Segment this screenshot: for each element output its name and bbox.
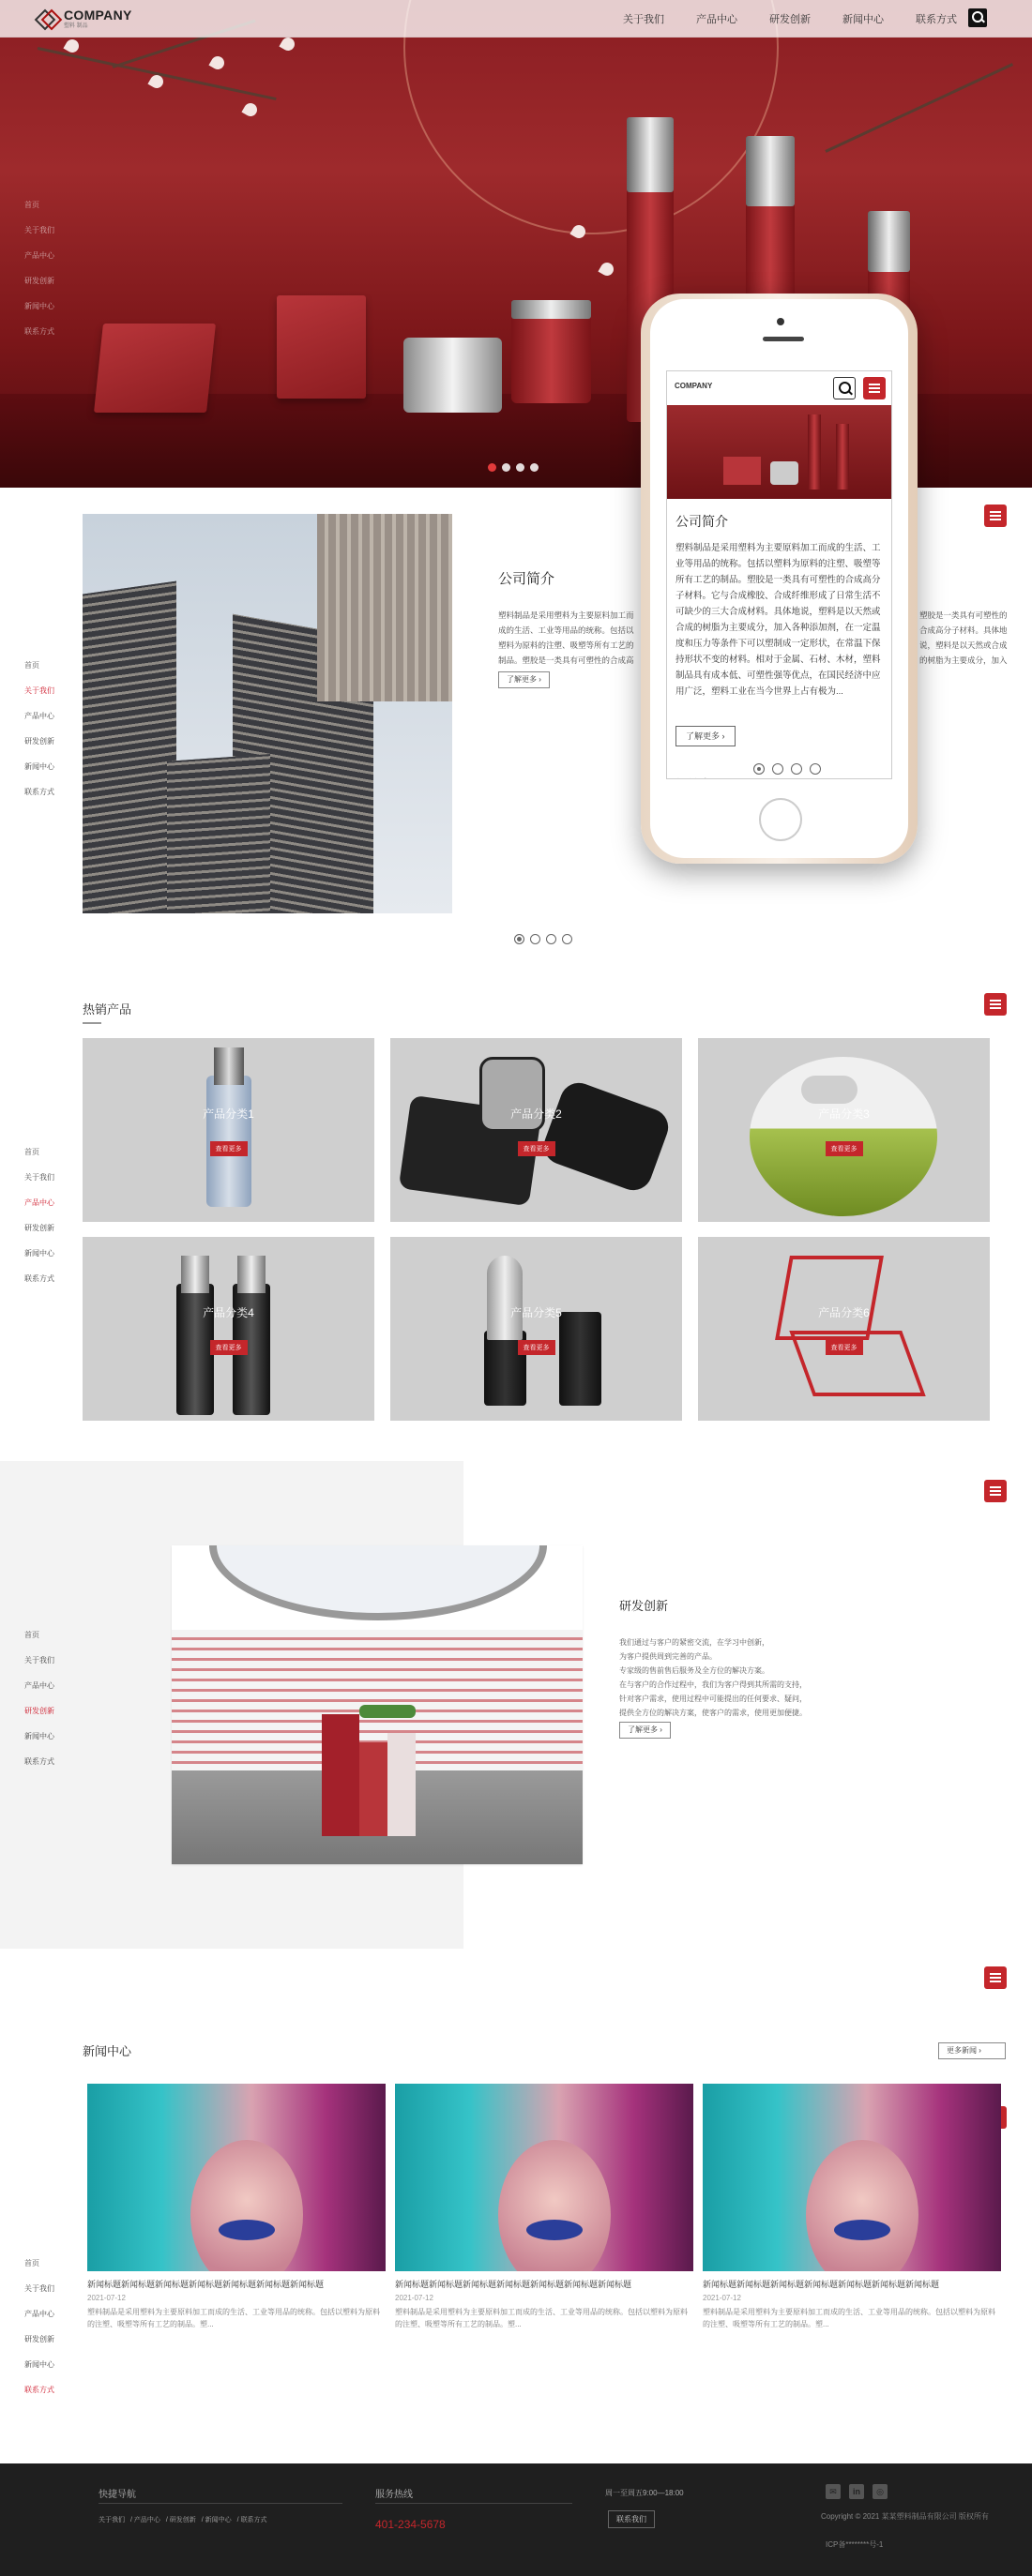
phone-screen	[666, 370, 892, 779]
product-more-button[interactable]: 查看更多	[518, 1141, 555, 1156]
red-card-product	[277, 295, 366, 399]
about-sidenav	[24, 653, 81, 805]
news-item-title[interactable]: 新闻标题新闻标题新闻标题新闻标题新闻标题新闻标题新闻标题	[87, 2280, 325, 2289]
main-nav	[591, 0, 957, 38]
menu-icon[interactable]	[984, 993, 1007, 1016]
product-more-button[interactable]: 查看更多	[826, 1340, 863, 1355]
footer-link-news[interactable]: 新闻中心	[205, 2517, 232, 2523]
news-item-summary: 塑料制品是采用塑料为主要原料加工而成的生活、工业等用品的统称。包括以塑料为原料的注塑、吸塑等所有工艺的制品。塑...	[703, 2308, 995, 2328]
footer-quick-nav-title: 快捷导航	[99, 2490, 136, 2500]
news-card[interactable]	[395, 2084, 693, 2330]
carousel-dot[interactable]	[514, 934, 524, 944]
carousel-dot[interactable]	[562, 934, 572, 944]
sidenav-contact[interactable]: 联系方式	[24, 788, 54, 796]
footer-icp: ICP备********号-1	[826, 2540, 884, 2549]
product-label: 产品分类3	[818, 1107, 870, 1121]
nav-news[interactable]: 新闻中心	[842, 14, 884, 25]
footer-hours: 周一至周五9:00—18:00	[605, 2489, 684, 2497]
jar-cap	[511, 300, 591, 319]
weibo-icon[interactable]: ◎	[873, 2484, 888, 2499]
nav-contact[interactable]: 联系方式	[916, 14, 957, 25]
title-underline	[83, 1022, 101, 1024]
news-item-summary: 塑料制品是采用塑料为主要原料加工而成的生活、工业等用品的统称。包括以塑料为原料的注塑、吸塑等所有工艺的制品。塑...	[395, 2308, 688, 2328]
about-carousel-dots	[514, 934, 572, 944]
nav-about[interactable]: 关于我们	[623, 14, 664, 25]
news-item-date: 2021-07-12	[395, 2294, 433, 2302]
phone-carousel-dots	[753, 763, 821, 775]
product-label: 产品分类1	[203, 1107, 254, 1121]
hero-sidenav	[24, 192, 81, 344]
linkedin-icon[interactable]: in	[849, 2484, 864, 2499]
phone-about-title: 公司简介	[675, 514, 728, 529]
phone-logo[interactable]: COMPANY	[675, 382, 713, 390]
sidenav-contact[interactable]: 联系方式	[24, 327, 54, 336]
rd-title: 研发创新	[619, 1599, 669, 1613]
flower-decor	[208, 53, 226, 71]
sidenav-about[interactable]: 关于我们	[24, 1173, 54, 1182]
product-card[interactable]	[390, 1237, 682, 1421]
sidenav-news[interactable]: 新闻中心	[24, 2360, 54, 2369]
phone-search-icon[interactable]	[833, 377, 856, 399]
news-more-button[interactable]: 更多新闻 ›	[938, 2042, 1006, 2059]
about-text: 塑料制品是采用塑料为主要原料加工而成的生活、工业等用品的统称。包括以塑料为原料的注塑、吸塑等所有工艺的制品。塑胶是一类具有可塑性的合成高	[498, 610, 634, 665]
branch-decor	[38, 47, 277, 100]
hero-carousel-dots	[488, 463, 539, 472]
products-title: 热销产品	[83, 1002, 132, 1017]
news-image[interactable]	[395, 2084, 693, 2271]
sidenav-news[interactable]: 新闻中心	[24, 302, 54, 310]
phone-menu-icon[interactable]	[863, 377, 886, 399]
news-item-title[interactable]: 新闻标题新闻标题新闻标题新闻标题新闻标题新闻标题新闻标题	[395, 2280, 632, 2289]
product-card[interactable]	[83, 1237, 374, 1421]
product-more-button[interactable]: 查看更多	[210, 1340, 248, 1355]
product-more-button[interactable]: 查看更多	[826, 1141, 863, 1156]
sidenav-rd[interactable]: 研发创新	[24, 2335, 54, 2343]
carousel-dot[interactable]	[546, 934, 556, 944]
footer-hotline-number: 401-234-5678	[375, 2518, 446, 2531]
news-sidenav	[24, 2251, 81, 2403]
phone-home-button	[759, 798, 802, 841]
rd-showroom-photo	[172, 1545, 583, 1864]
sidenav-about[interactable]: 关于我们	[24, 686, 54, 695]
product-card[interactable]	[390, 1038, 682, 1222]
footer-hotline-title: 服务热线	[375, 2490, 413, 2500]
sidenav-home[interactable]: 首页	[24, 1148, 39, 1156]
sidenav-contact[interactable]: 联系方式	[24, 1757, 54, 1766]
product-card[interactable]	[698, 1237, 990, 1421]
news-item-summary: 塑料制品是采用塑料为主要原料加工而成的生活、工业等用品的统称。包括以塑料为原料的注塑、吸塑等所有工艺的制品。塑...	[87, 2308, 380, 2328]
news-card[interactable]	[703, 2084, 1001, 2330]
footer-link-rd[interactable]: 研发创新	[169, 2517, 196, 2523]
sidenav-rd[interactable]: 研发创新	[24, 1707, 54, 1715]
sidenav-rd[interactable]: 研发创新	[24, 737, 54, 746]
product-more-button[interactable]: 查看更多	[518, 1340, 555, 1355]
rd-text: 我们通过与客户的紧密交流，在学习中创新， 为客户提供周到完善的产品。 专家级的售前售后服务及全方位的解决方案。 在与客户的合作过程中，我们为客户得到其所需的支持， 针对客户需求，使用过程中可能提出的任何要求、疑问， 提供全方位的解决方案，使客户的需求，使用更加便捷。	[619, 1638, 807, 1717]
sidenav-contact[interactable]: 联系方式	[24, 1274, 54, 1283]
news-item-title[interactable]: 新闻标题新闻标题新闻标题新闻标题新闻标题新闻标题新闻标题	[703, 2280, 940, 2289]
jar-product	[403, 338, 502, 413]
logo-main-text: COMPANY	[64, 8, 132, 23]
flower-decor	[279, 35, 296, 53]
product-card[interactable]	[698, 1038, 990, 1222]
red-box-product	[94, 324, 216, 413]
footer-divider	[99, 2503, 342, 2504]
nav-rd[interactable]: 研发创新	[769, 14, 811, 25]
phone-camera	[777, 318, 784, 325]
logo-icon	[38, 8, 58, 29]
sidenav-news[interactable]: 新闻中心	[24, 1249, 54, 1258]
rd-more-button[interactable]: 了解更多 ›	[619, 1722, 671, 1739]
site-header	[0, 0, 1032, 38]
sidenav-products[interactable]: 产品中心	[24, 251, 54, 260]
phone-about-text: 塑料制品是采用塑料为主要原料加工而成的生活、工业等用品的统称。包括以塑料为原料的注塑、吸塑等所有工艺的制品。塑胶是一类具有可塑性的合成高分子材料。它与合成橡胶、合成纤维形成了日常生活不可缺少的三大合成材料。具体地说，塑料是以天然或合成的树脂为主要成分，加入各种添加剂，在一定温度和压力等条件下可以塑制成一定形状，在常温下保持形状不变的材料。相对于金属、石材、木材，塑料制品具有成本低、可塑性强等优点，在国民经济中应用广泛，塑料工业在当今世界上占有极为...	[675, 543, 881, 697]
product-card[interactable]	[83, 1038, 374, 1222]
about-title: 公司简介	[498, 571, 555, 587]
news-image[interactable]	[703, 2084, 1001, 2271]
product-label: 产品分类5	[510, 1306, 562, 1319]
carousel-dot[interactable]	[530, 463, 539, 472]
carousel-dot[interactable]	[488, 463, 496, 472]
products-sidenav	[24, 1139, 81, 1291]
phone-mockup	[641, 294, 918, 864]
jar-product	[511, 309, 591, 403]
footer-link-contact[interactable]: 联系方式	[240, 2517, 267, 2523]
sidenav-rd[interactable]: 研发创新	[24, 277, 54, 285]
footer-quick-links: 关于我们 / 产品中心 / 研发创新 / 新闻中心 / 联系方式	[99, 2517, 267, 2523]
bottle-cap	[868, 211, 910, 272]
footer-copyright: Copyright © 2021 某某塑料制品有限公司 版权所有	[821, 2512, 989, 2521]
branch-decor	[825, 63, 1013, 153]
flower-decor	[241, 100, 259, 118]
product-label: 产品分类2	[510, 1107, 562, 1121]
phone-next-section-title	[675, 775, 724, 779]
phone-more-button[interactable]: 了解更多 ›	[675, 726, 736, 746]
search-icon[interactable]	[968, 8, 987, 27]
phone-speaker	[763, 337, 804, 341]
sidenav-about[interactable]: 关于我们	[24, 1656, 54, 1665]
about-more-button[interactable]: 了解更多 ›	[498, 671, 550, 688]
carousel-dot[interactable]	[530, 934, 540, 944]
carousel-dot[interactable]	[516, 463, 524, 472]
phone-hero	[667, 405, 892, 499]
sidenav-news[interactable]: 新闻中心	[24, 1732, 54, 1740]
sidenav-home[interactable]: 首页	[24, 2259, 39, 2267]
flower-decor	[598, 260, 615, 278]
footer-link-products[interactable]: 产品中心	[133, 2517, 160, 2523]
sidenav-products[interactable]: 产品中心	[24, 1198, 54, 1207]
bottle-cap	[746, 136, 795, 206]
footer-link-about[interactable]: 关于我们	[99, 2517, 125, 2523]
sidenav-products[interactable]: 产品中心	[24, 1681, 54, 1690]
sidenav-home[interactable]: 首页	[24, 201, 39, 209]
news-item-date: 2021-07-12	[703, 2294, 741, 2302]
sidenav-rd[interactable]: 研发创新	[24, 1224, 54, 1232]
logo-sub-text: 塑料 制品	[64, 23, 88, 29]
news-item-date: 2021-07-12	[87, 2294, 126, 2302]
carousel-dot[interactable]	[502, 463, 510, 472]
sidenav-home[interactable]: 首页	[24, 661, 39, 670]
wechat-icon[interactable]: ✉	[826, 2484, 841, 2499]
footer-divider	[375, 2503, 572, 2504]
footer-contact-button[interactable]: 联系我们	[608, 2510, 655, 2528]
news-card[interactable]	[87, 2084, 386, 2330]
about-text-right: 塑胶是一类具有可塑性的合成高分子材料。具体地说，塑料是以天然或合成的树脂为主要成分，加入	[919, 610, 1008, 665]
sidenav-products[interactable]: 产品中心	[24, 2310, 54, 2318]
nav-products[interactable]: 产品中心	[696, 14, 737, 25]
product-more-button[interactable]: 查看更多	[210, 1141, 248, 1156]
bottle-cap	[627, 117, 674, 192]
site-footer	[0, 2463, 1032, 2576]
rd-sidenav	[24, 1622, 81, 1774]
logo[interactable]	[38, 8, 132, 29]
menu-icon[interactable]	[984, 1966, 1007, 1989]
sidenav-contact[interactable]: 联系方式	[24, 2386, 54, 2394]
sidenav-news[interactable]: 新闻中心	[24, 762, 54, 771]
news-image[interactable]	[87, 2084, 386, 2271]
about-building-photo	[83, 514, 452, 913]
sidenav-about[interactable]: 关于我们	[24, 226, 54, 234]
menu-icon[interactable]	[984, 505, 1007, 527]
sidenav-home[interactable]: 首页	[24, 1631, 39, 1639]
product-label: 产品分类4	[203, 1306, 254, 1319]
menu-icon[interactable]	[984, 1480, 1007, 1502]
news-title: 新闻中心	[83, 2044, 132, 2058]
sidenav-products[interactable]: 产品中心	[24, 712, 54, 720]
sidenav-about[interactable]: 关于我们	[24, 2284, 54, 2293]
product-label: 产品分类6	[818, 1306, 870, 1319]
